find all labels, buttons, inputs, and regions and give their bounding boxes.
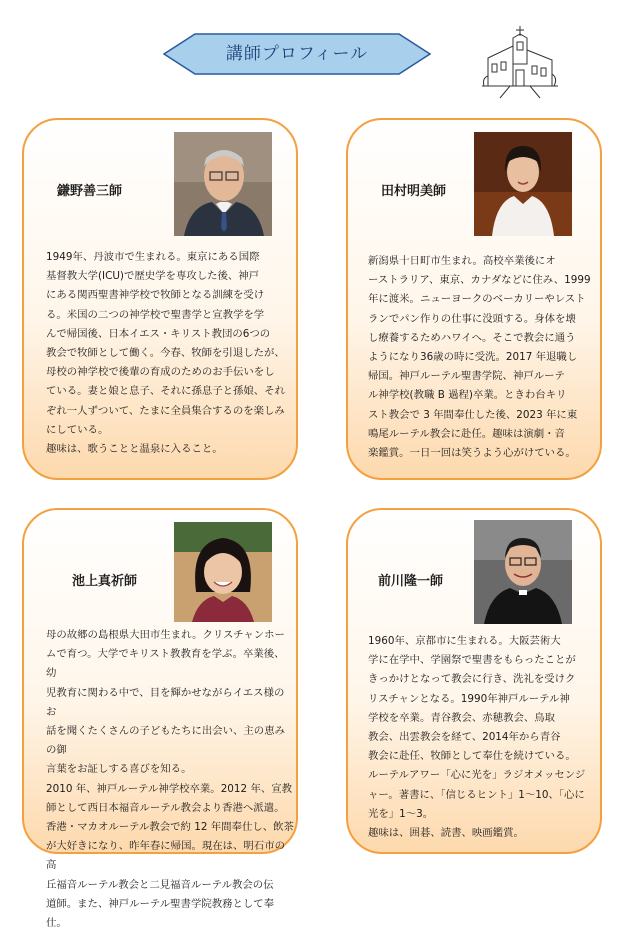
- profile-bio-text: 1949年、丹波市で生まれる。東京にある国際 基督教大学(ICU)で歴史学を専攻した後、神戸 にある関西聖書神学校で牧師となる訓練を受け る。米国の二つの神学校で聖書学と宣教学を学 んで帰国後、日本イエス・キリスト教団の6つの 教会で牧師として働く。今春、牧師を引退したが、 母校の神学校で後輩の育成のためのお手伝いをし ている。妻と娘と息子、それに孫息子と孫娘、それ ぞれ一人ずついて、たまに全員集合するのを楽しみ にしている。: [46, 251, 285, 436]
- page-title: 講師プロフィール: [225, 44, 369, 64]
- profile-hobby: 趣味は、囲碁、読書、映画鑑賞。: [368, 827, 524, 840]
- profile-bio-text: 1960年、京都市に生まれる。大阪芸術大 学に在学中、学園祭で聖書をもらったことが きっかけとなって教会に行き、洗礼を受けク リスチャンとなる。1990年神戸ルーテル神 学校を卒業。青谷教会、赤穂教会、鳥取 教会、出雲教会を経て、2014年から青谷 教会に赴任、牧師として奉仕を続けている。 ルーテルアワー「心に光を」ラジオメッセンジ ャー。著書に、「信じるヒント」1～10、「心に 光を」1～3。: [368, 635, 586, 820]
- profile-name: 田村明美師: [381, 184, 447, 199]
- profile-photo: [474, 520, 572, 624]
- profile-name: 前川隆一師: [378, 574, 444, 589]
- profile-bio-text: 新潟県十日町市生まれ。高校卒業後にオ ーストラリア、東京、カナダなどに住み、1999 年に渡米。ニューヨークのベーカリーやレスト ランでパン作りの仕事に没頭する。身体を壊 し療養するためハワイへ。そこで教会に通う ようになり36歳の時に受洗。2017 年退職し 帰国。神戸ルーテル聖書学院、神戸ルーテ ル神学校(教職 B 過程)卒業。ときわ台キリ スト教会で 3 年間奉仕した後、2023 年に東 鳴尾ルーテル教会に赴任。趣味は演劇・音 楽鑑賞。一日一回は笑うよう心がけている。: [368, 255, 591, 460]
- profile-photo: [474, 132, 572, 236]
- profile-name: 池上真祈師: [72, 574, 138, 589]
- profile-photo: [174, 132, 272, 236]
- profile-bio: [368, 632, 594, 843]
- profile-card-ikegami: [22, 508, 298, 930]
- title-banner: [163, 33, 431, 75]
- church-drawing-icon: [480, 24, 560, 100]
- profile-bio-text: 母の故郷の島根県大田市生まれ。クリスチャンホー ムで育つ。大学でキリスト教教育を学ぶ。卒業後、幼 児教育に関わる中で、目を輝かせながらイエス様のお 話を聞くたくさんの子どもたちに出会い、主の恵みの御 言葉をお証しする喜びを知る。: [46, 629, 285, 776]
- profile-card-maekawa: [346, 508, 602, 854]
- profile-bio: [46, 248, 286, 459]
- profile-bio: [46, 626, 294, 933]
- profile-bio-text-2: 2010 年、神戸ルーテル神学校卒業。2012 年、宣教 師として西日本福音ルーテル教会より香港へ派遣。 香港・マカオルーテル教会で約 12 年間奉仕し、飲茶 が大好きになり、昨年春に帰国。現在は、明石市の高 丘福音ルーテル教会と二見福音ルーテル教会の伝 道師。また、神戸ルーテル聖書学院教務として奉仕。: [46, 782, 294, 930]
- profile-hobby: 趣味は、歌うことと温泉に入ること。: [46, 443, 223, 456]
- profile-card-tamura: [346, 118, 602, 480]
- profile-bio: [368, 252, 594, 463]
- profile-name: 鎌野善三師: [57, 184, 123, 199]
- profile-card-kamano: [22, 118, 298, 480]
- profile-photo: [174, 522, 272, 622]
